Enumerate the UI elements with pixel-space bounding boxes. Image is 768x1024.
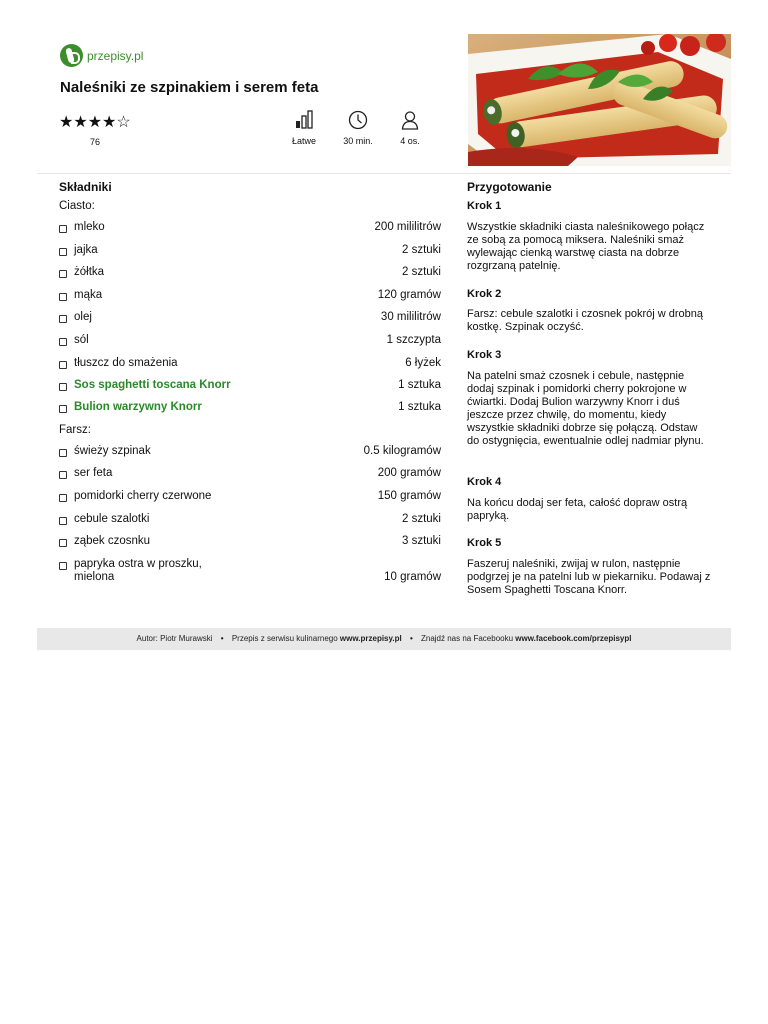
ingredient-name: cebule szalotki	[74, 513, 150, 525]
recipe-title: Naleśniki ze szpinakiem i serem feta	[60, 79, 319, 96]
step-heading: Krok 4	[467, 476, 502, 488]
ingredient-name-line2: mielona	[74, 571, 115, 583]
separator-dot: •	[409, 634, 413, 643]
step-heading: Krok 1	[467, 200, 502, 212]
ingredient-qty: 2 sztuki	[402, 244, 441, 256]
checkbox-icon[interactable]	[59, 494, 67, 502]
ingredient-name: mąka	[74, 289, 103, 301]
checkbox-icon[interactable]	[59, 293, 67, 301]
ingredients-title: Składniki	[59, 180, 112, 194]
header-divider	[37, 173, 731, 174]
checkbox-icon[interactable]	[59, 248, 67, 256]
footer-fb-link[interactable]: www.facebook.com/przepisypl	[515, 634, 632, 643]
meta-difficulty	[274, 110, 334, 146]
meta-servings	[380, 110, 440, 146]
checkbox-icon[interactable]	[59, 471, 67, 479]
footer-fb-prefix: Znajdź nas na Facebooku	[420, 634, 514, 643]
ingredient-name: tłuszcz do smażenia	[74, 357, 178, 369]
ingredient-qty: 10 gramów	[384, 571, 441, 583]
difficulty-label: Łatwe	[291, 136, 317, 146]
step-text: Wszystkie składniki ciasta naleśnikowego połącz ze sobą za pomocą miksera. Naleśniki smaż wylewając cienką warstwę ciasta na dobrze rozgrzaną patelnię.	[467, 221, 705, 272]
ingredient-item	[59, 558, 441, 586]
vote-count: 76	[90, 137, 101, 147]
ingredient-name: mleko	[74, 221, 105, 233]
checkbox-icon[interactable]	[59, 270, 67, 278]
ingredient-name: świeży szpinak	[74, 445, 151, 457]
ingredient-qty: 2 sztuki	[402, 266, 441, 278]
ingredient-qty: 3 sztuki	[402, 535, 441, 547]
ingredient-qty: 150 gramów	[377, 490, 441, 502]
difficulty-bars-icon	[294, 110, 314, 130]
checkbox-icon[interactable]	[59, 383, 67, 391]
ingredient-qty: 1 sztuka	[398, 401, 441, 413]
ingredient-qty: 1 szczypta	[386, 334, 441, 346]
przepisy-logo-icon	[60, 44, 83, 67]
ingredient-qty: 6 łyżek	[405, 357, 441, 369]
separator-dot: •	[220, 634, 224, 643]
person-icon	[400, 110, 420, 130]
ingredient-name: olej	[74, 311, 92, 323]
checkbox-icon[interactable]	[59, 517, 67, 525]
ingredient-qty: 200 mililitrów	[374, 221, 441, 233]
ingredient-name: sól	[74, 334, 89, 346]
ingredient-qty: 1 sztuka	[398, 379, 441, 391]
brand-name: przepisy.pl	[87, 48, 144, 63]
ingredient-name	[74, 558, 202, 584]
ingredient-name: żółtka	[74, 266, 105, 278]
ingredient-qty: 30 mililitrów	[380, 311, 441, 323]
checkbox-icon[interactable]	[59, 361, 67, 369]
ingredient-name: ząbek czosnku	[74, 535, 151, 547]
step-heading: Krok 5	[467, 537, 502, 549]
checkbox-icon[interactable]	[59, 338, 67, 346]
checkbox-icon[interactable]	[59, 539, 67, 547]
ingredient-product-link[interactable]: Bulion warzywny Knorr	[74, 401, 202, 413]
ingredient-qty: 0.5 kilogramów	[363, 445, 441, 457]
group-label-ciasto: Ciasto:	[59, 200, 95, 212]
checkbox-icon[interactable]	[59, 449, 67, 457]
star-rating: ★★★★☆	[59, 114, 131, 131]
ingredient-name-line1: papryka ostra w proszku,	[74, 558, 202, 570]
step-heading: Krok 2	[467, 288, 502, 300]
footer-source-prefix: Przepis z serwisu kulinarnego	[231, 634, 338, 643]
ingredient-name: ser feta	[74, 467, 113, 479]
ingredient-qty: 120 gramów	[377, 289, 441, 301]
checkbox-icon[interactable]	[59, 225, 67, 233]
ingredient-name: pomidorki cherry czerwone	[74, 490, 212, 502]
brand-logo[interactable]	[60, 44, 143, 67]
checkbox-icon[interactable]	[59, 315, 67, 323]
checkbox-icon[interactable]	[59, 562, 67, 570]
ingredient-qty: 200 gramów	[377, 467, 441, 479]
step-heading: Krok 3	[467, 349, 502, 361]
footer-source-link[interactable]: www.przepisy.pl	[339, 634, 402, 643]
ingredient-product-link[interactable]: Sos spaghetti toscana Knorr	[74, 379, 231, 391]
group-label-farsz: Farsz:	[59, 424, 91, 436]
ingredient-name: jajka	[74, 244, 98, 256]
servings-label: 4 os.	[400, 136, 420, 146]
preparation-title: Przygotowanie	[467, 180, 552, 194]
page-footer	[37, 628, 731, 650]
meta-time	[328, 110, 388, 146]
step-text: Farsz: cebule szalotki i czosnek pokrój w drobną kostkę. Szpinak oczyść.	[467, 308, 703, 333]
step-text: Na patelni smaż czosnek i cebule, następnie dodaj szpinak i pomidorki cherry pokrojone w ćwiartki. Dodaj Bulion warzywny Knorr i duś jeszcze przez chwilę, do momentu, kiedy wszystkie składniki dobrze się połączą. Odstaw do ostygnięcia, ewentualnie odlej nadmiar płynu.	[467, 370, 704, 447]
step-text: Na końcu dodaj ser feta, całość dopraw ostrą papryką.	[467, 497, 688, 522]
time-label: 30 min.	[343, 136, 373, 146]
footer-author: Autor: Piotr Murawski	[136, 634, 213, 643]
step-text: Faszeruj naleśniki, zwijaj w rulon, następnie podgrzej je na patelni lub w piekarniku. Podawaj z Sosem Spaghetti Toscana Knorr.	[467, 558, 711, 596]
checkbox-icon[interactable]	[59, 405, 67, 413]
ingredient-qty: 2 sztuki	[402, 513, 441, 525]
dish-photo	[468, 34, 731, 166]
clock-icon	[348, 110, 368, 130]
